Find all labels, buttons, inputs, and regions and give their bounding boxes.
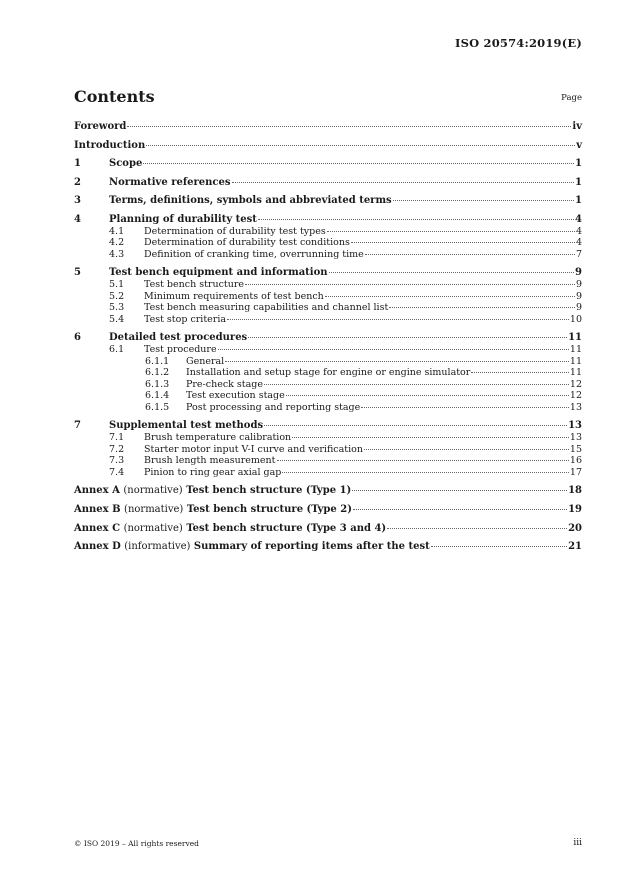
toc-entry[interactable] xyxy=(74,291,582,303)
dot-leader xyxy=(277,459,569,461)
toc-entry-number: 6.1.5 xyxy=(145,401,170,413)
annex-title-text: Summary of reporting items after the test xyxy=(193,541,430,553)
toc-entry-page: 11 xyxy=(569,355,582,367)
toc-entry-title: Test bench measuring capabilities and channel list xyxy=(144,302,389,314)
toc-entry-number: 6.1.4 xyxy=(145,390,170,402)
toc-entry[interactable] xyxy=(74,177,582,189)
toc-entry-page: 9 xyxy=(575,278,582,290)
toc-entry-number: 5.4 xyxy=(109,313,125,325)
toc-entry-title: Foreword xyxy=(74,121,127,132)
toc-entry-number: 7.4 xyxy=(109,466,125,478)
toc-entry-number: 5 xyxy=(74,267,81,279)
toc-entry[interactable] xyxy=(74,214,582,226)
toc-entry-page: 20 xyxy=(568,522,582,534)
toc-entry-number: 7 xyxy=(74,420,81,432)
toc-entry-page: 7 xyxy=(575,248,582,260)
toc-entry-page: 15 xyxy=(569,443,582,455)
toc-entry-title: Detailed test procedures xyxy=(109,332,248,344)
dot-leader xyxy=(143,162,574,164)
annex-title-text: Test bench structure (Type 1) xyxy=(186,485,352,497)
dot-leader xyxy=(286,394,569,396)
contents-title: Contents xyxy=(74,87,155,106)
toc-entry[interactable] xyxy=(74,226,582,238)
annex-title-text: Test bench structure (Type 3 and 4) xyxy=(186,522,387,534)
toc-entry[interactable] xyxy=(74,302,582,314)
annex-label: Annex C xyxy=(74,522,121,534)
toc-annex-title xyxy=(74,541,430,553)
toc-entry-number: 5.2 xyxy=(109,290,125,302)
toc-entry-title: Pre-check stage xyxy=(186,378,263,390)
toc-entry-title: Post processing and reporting stage xyxy=(186,401,361,413)
toc-entry-page: 1 xyxy=(575,195,582,207)
annex-title-text: Test bench structure (Type 2) xyxy=(186,504,352,516)
dot-leader xyxy=(232,181,575,183)
toc-entry[interactable] xyxy=(74,523,582,535)
toc-entry-title: Determination of durability test conditions xyxy=(144,237,350,249)
toc-annex-title xyxy=(74,485,351,497)
toc-entry[interactable] xyxy=(74,432,582,444)
toc-entry[interactable] xyxy=(74,356,582,368)
dot-leader xyxy=(146,144,575,146)
dot-leader xyxy=(325,295,575,297)
dot-leader xyxy=(218,348,569,350)
toc-entry-page: 19 xyxy=(568,504,582,516)
toc-entry-number: 7.2 xyxy=(109,443,125,455)
dot-leader xyxy=(389,306,575,308)
toc-entry-page: v xyxy=(576,139,582,151)
toc-entry-number: 7.3 xyxy=(109,455,125,467)
toc-entry-number: 2 xyxy=(74,176,81,188)
toc-entry-title: Test procedure xyxy=(144,343,217,355)
toc-entry[interactable] xyxy=(74,267,582,279)
annex-label: Annex A xyxy=(74,485,120,497)
dot-leader xyxy=(329,271,574,273)
toc-entry-title: Test bench structure xyxy=(144,278,244,290)
toc-entry-page: 1 xyxy=(575,158,582,170)
page-column-label: Page xyxy=(561,93,582,103)
toc-entry-page: 12 xyxy=(569,378,582,390)
toc-entry[interactable] xyxy=(74,121,582,133)
copyright-footer: © ISO 2019 – All rights reserved xyxy=(74,839,199,848)
dot-leader xyxy=(264,383,569,385)
toc-entry-title: Test bench equipment and information xyxy=(109,267,328,279)
toc-entry[interactable] xyxy=(74,444,582,456)
toc-entry-number: 5.1 xyxy=(109,278,125,290)
toc-entry[interactable] xyxy=(74,541,582,553)
toc-entry-page: 11 xyxy=(568,332,582,344)
dot-leader xyxy=(361,406,569,408)
toc-entry-page: 4 xyxy=(575,237,582,249)
table-of-contents xyxy=(74,121,582,553)
toc-entry[interactable] xyxy=(74,279,582,291)
toc-entry-title: Brush length measurement xyxy=(144,455,276,467)
toc-entry-number: 6.1 xyxy=(109,343,125,355)
toc-entry[interactable] xyxy=(74,314,582,326)
toc-entry[interactable] xyxy=(74,504,582,516)
toc-entry[interactable] xyxy=(74,140,582,152)
dot-leader xyxy=(264,424,567,426)
toc-entry[interactable] xyxy=(74,237,582,249)
toc-entry[interactable] xyxy=(74,467,582,479)
toc-entry-page: 11 xyxy=(569,367,582,379)
toc-entry-number: 1 xyxy=(74,158,81,170)
dot-leader xyxy=(248,336,567,338)
toc-entry-page: 13 xyxy=(569,401,582,413)
toc-entry-page: 9 xyxy=(575,290,582,302)
toc-entry[interactable] xyxy=(74,379,582,391)
dot-leader xyxy=(225,360,569,362)
toc-entry-title: Starter motor input V-I curve and verification xyxy=(144,443,363,455)
dot-leader xyxy=(351,241,575,243)
dot-leader xyxy=(387,527,567,529)
toc-entry-number: 5.3 xyxy=(109,302,125,314)
toc-entry-page: 16 xyxy=(569,455,582,467)
annex-kind: (normative) xyxy=(123,485,183,497)
toc-entry[interactable] xyxy=(74,158,582,170)
dot-leader xyxy=(292,436,569,438)
toc-entry-page: 21 xyxy=(568,541,582,553)
dot-leader xyxy=(227,318,569,320)
toc-entry-number: 6.1.3 xyxy=(145,378,170,390)
dot-leader xyxy=(393,199,574,201)
toc-entry-number: 6.1.2 xyxy=(145,367,170,379)
dot-leader xyxy=(327,230,575,232)
toc-entry-title: Scope xyxy=(109,158,143,170)
toc-entry-page: iv xyxy=(572,121,582,132)
dot-leader xyxy=(352,489,567,491)
dot-leader xyxy=(127,125,571,127)
toc-entry-page: 11 xyxy=(569,343,582,355)
annex-label: Annex D xyxy=(74,541,121,553)
toc-entry-title: Installation and setup stage for engine or engine simulator xyxy=(186,367,471,379)
toc-entry-number: 4.2 xyxy=(109,237,125,249)
toc-entry-title: Supplemental test methods xyxy=(109,420,264,432)
toc-entry-page: 10 xyxy=(569,313,582,325)
toc-entry-title: Introduction xyxy=(74,139,146,151)
toc-entry-page: 1 xyxy=(575,176,582,188)
annex-label: Annex B xyxy=(74,504,121,516)
dot-leader xyxy=(353,508,567,510)
toc-entry-page: 4 xyxy=(575,213,582,225)
dot-leader xyxy=(258,218,574,220)
toc-entry-page: 9 xyxy=(575,302,582,314)
toc-entry-page: 4 xyxy=(575,225,582,237)
toc-entry[interactable] xyxy=(74,344,582,356)
toc-entry-title: Definition of cranking time, overrunning time xyxy=(144,248,364,260)
toc-entry-title: Test execution stage xyxy=(186,390,285,402)
toc-entry[interactable] xyxy=(74,249,582,261)
toc-entry[interactable] xyxy=(74,367,582,379)
annex-kind: (informative) xyxy=(124,541,191,553)
dot-leader xyxy=(245,283,575,285)
toc-entry[interactable] xyxy=(74,402,582,414)
toc-entry[interactable] xyxy=(74,390,582,402)
toc-entry-number: 6.1.1 xyxy=(145,355,170,367)
toc-annex-title xyxy=(74,504,352,516)
toc-entry-number: 3 xyxy=(74,195,81,207)
toc-entry[interactable] xyxy=(74,455,582,467)
dot-leader xyxy=(282,471,569,473)
dot-leader xyxy=(365,253,575,255)
toc-entry-page: 13 xyxy=(568,420,582,432)
toc-entry-number: 4 xyxy=(74,213,81,225)
annex-kind: (normative) xyxy=(124,504,184,516)
toc-entry-number: 6 xyxy=(74,332,81,344)
toc-entry-title: Pinion to ring gear axial gap xyxy=(144,466,282,478)
toc-entry[interactable] xyxy=(74,195,582,207)
toc-entry-title: Terms, definitions, symbols and abbreviated terms xyxy=(109,195,392,207)
dot-leader xyxy=(364,448,569,450)
toc-entry-title: Minimum requirements of test bench xyxy=(144,290,324,302)
toc-entry-page: 13 xyxy=(569,432,582,444)
toc-entry-title: Test stop criteria xyxy=(144,313,227,325)
toc-entry[interactable] xyxy=(74,332,582,344)
toc-entry[interactable] xyxy=(74,420,582,432)
toc-entry-page: 9 xyxy=(575,267,582,279)
toc-entry-number: 4.1 xyxy=(109,225,125,237)
annex-kind: (normative) xyxy=(123,522,183,534)
toc-entry-title: Planning of durability test xyxy=(109,213,257,225)
toc-entry-page: 17 xyxy=(569,466,582,478)
toc-entry-title: Brush temperature calibration xyxy=(144,432,292,444)
toc-entry-number: 4.3 xyxy=(109,248,125,260)
dot-leader xyxy=(471,371,569,373)
toc-entry-number: 7.1 xyxy=(109,432,125,444)
toc-entry-page: 12 xyxy=(569,390,582,402)
toc-annex-title xyxy=(74,523,386,535)
page-number: iii xyxy=(573,838,582,848)
toc-entry[interactable] xyxy=(74,485,582,497)
toc-entry-title: Determination of durability test types xyxy=(144,225,326,237)
toc-entry-title: General xyxy=(186,355,225,367)
dot-leader xyxy=(431,545,567,547)
toc-entry-title: Normative references xyxy=(109,176,231,188)
toc-entry-page: 18 xyxy=(568,485,582,497)
standard-id: ISO 20574:2019(E) xyxy=(454,36,582,50)
